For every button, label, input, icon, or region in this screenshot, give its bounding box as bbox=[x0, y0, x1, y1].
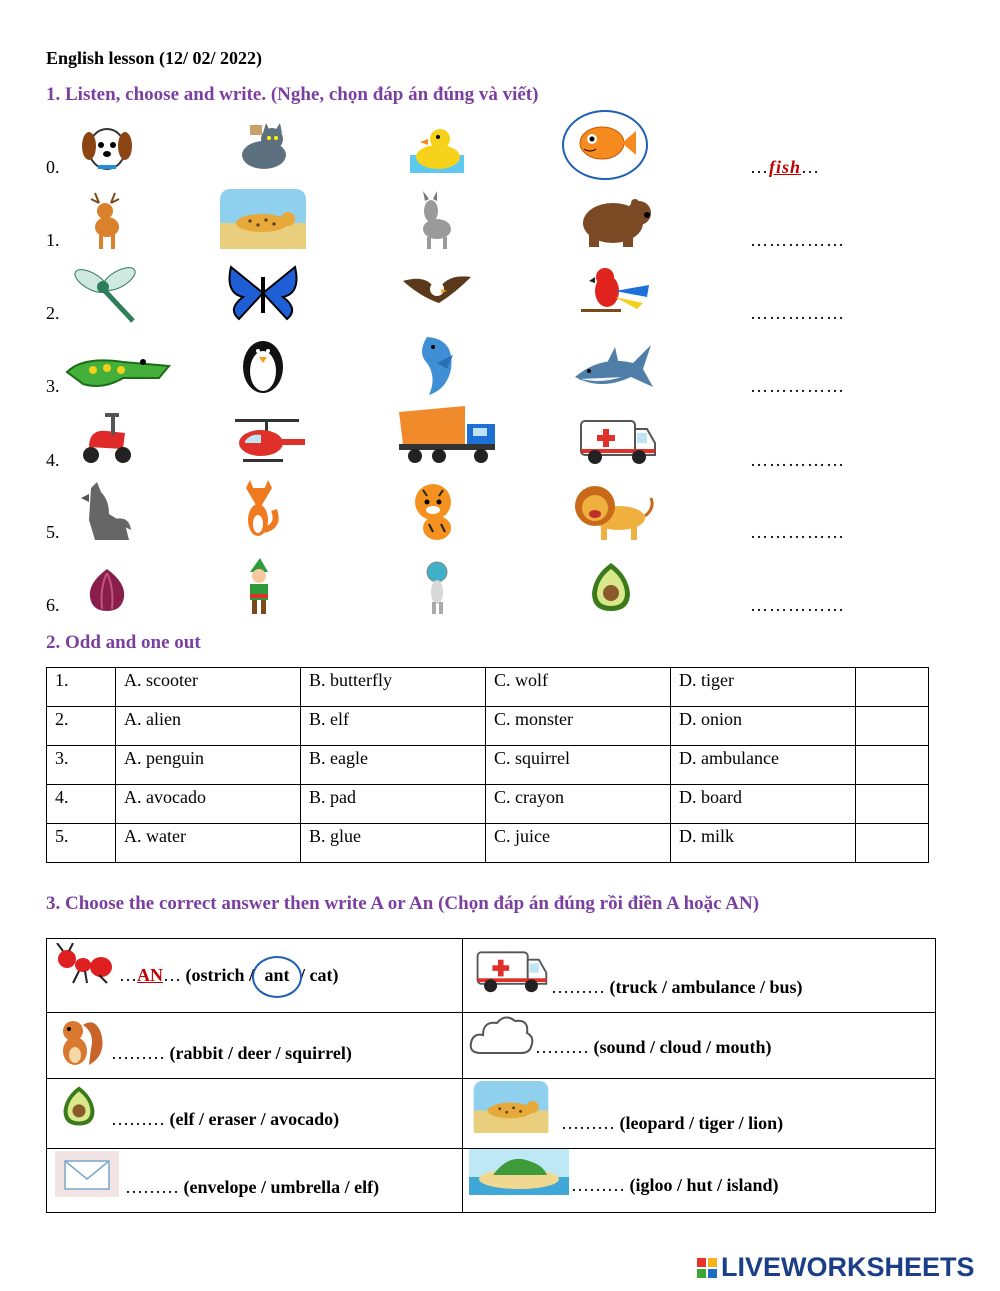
option-a[interactable]: A. water bbox=[116, 824, 301, 863]
answer-line[interactable] bbox=[571, 1175, 779, 1196]
penguin-icon bbox=[218, 334, 308, 396]
option-b[interactable]: B. pad bbox=[301, 785, 486, 824]
option-d[interactable]: D. ambulance bbox=[671, 746, 856, 785]
truck-icon bbox=[392, 404, 504, 466]
choices: (elf / eraser / avocado) bbox=[169, 1109, 340, 1129]
item-cell bbox=[463, 1149, 936, 1213]
answer-cell[interactable] bbox=[856, 707, 929, 746]
dolphin-icon bbox=[392, 334, 482, 396]
table-row bbox=[47, 1079, 936, 1149]
answer-line[interactable] bbox=[111, 1043, 352, 1064]
option-b[interactable]: B. butterfly bbox=[301, 668, 486, 707]
answer-dots[interactable]: …………… bbox=[750, 450, 845, 470]
row-number: 1. bbox=[47, 668, 116, 707]
donkey-icon bbox=[392, 190, 482, 252]
option-b[interactable]: B. eagle bbox=[301, 746, 486, 785]
option-b[interactable]: B. glue bbox=[301, 824, 486, 863]
choices: (igloo / hut / island) bbox=[629, 1175, 779, 1195]
table-row bbox=[47, 785, 929, 824]
logo-square bbox=[697, 1258, 706, 1267]
section3-heading: 3. Choose the correct answer then write A or An (Chọn đáp án đúng rồi điền A hoặc AN) bbox=[46, 893, 760, 914]
butterfly-icon bbox=[218, 262, 308, 324]
odd-one-out-table bbox=[46, 667, 929, 863]
option-a[interactable]: A. scooter bbox=[116, 668, 301, 707]
page-title: English lesson (12/ 02/ 2022) bbox=[46, 48, 263, 68]
section1-heading: 1. Listen, choose and write. (Nghe, chọn đáp án đúng và viết) bbox=[46, 84, 539, 105]
choices: (envelope / umbrella / elf) bbox=[183, 1177, 380, 1197]
table-row bbox=[47, 824, 929, 863]
row-number: 2. bbox=[46, 303, 60, 323]
option-c[interactable]: C. juice bbox=[486, 824, 671, 863]
option-a[interactable]: A. avocado bbox=[116, 785, 301, 824]
scooter-icon bbox=[62, 408, 152, 470]
choices: (sound / cloud / mouth) bbox=[593, 1037, 772, 1057]
option-a[interactable]: A. alien bbox=[116, 707, 301, 746]
leopard-icon bbox=[471, 1081, 551, 1138]
dragonfly-icon bbox=[62, 262, 152, 324]
answer-line[interactable] bbox=[111, 1109, 339, 1130]
eagle-icon bbox=[392, 262, 482, 324]
answer-dots: ……… bbox=[111, 1109, 165, 1129]
item-cell bbox=[463, 1013, 936, 1079]
ant-answer-line[interactable] bbox=[119, 965, 338, 986]
envelope-icon bbox=[55, 1151, 119, 1202]
dog-icon bbox=[62, 118, 152, 180]
option-c[interactable]: C. squirrel bbox=[486, 746, 671, 785]
answer-dots[interactable]: …………… bbox=[750, 376, 845, 396]
item-cell bbox=[47, 939, 463, 1013]
fish-icon bbox=[560, 112, 650, 174]
ambulance-icon bbox=[473, 943, 549, 1000]
logo-square bbox=[708, 1269, 717, 1278]
cloud-icon bbox=[469, 1013, 535, 1064]
bear-icon bbox=[568, 188, 658, 250]
leopard-icon bbox=[218, 188, 308, 250]
answer-dots[interactable]: …………… bbox=[750, 303, 845, 323]
answer-dots: ……… bbox=[535, 1037, 589, 1057]
duck-icon bbox=[392, 118, 482, 180]
table-row bbox=[47, 707, 929, 746]
parrot-icon bbox=[568, 262, 658, 324]
row-number: 3. bbox=[46, 376, 60, 396]
item-cell bbox=[463, 939, 936, 1013]
answer-cell[interactable] bbox=[856, 785, 929, 824]
item-cell bbox=[463, 1079, 936, 1149]
cat-icon bbox=[218, 116, 308, 178]
item-cell bbox=[47, 1149, 463, 1213]
answer-dots: ……… bbox=[125, 1177, 179, 1197]
option-a[interactable]: A. penguin bbox=[116, 746, 301, 785]
row-number: 2. bbox=[47, 707, 116, 746]
table-row bbox=[47, 1013, 936, 1079]
logo-square bbox=[697, 1269, 706, 1278]
choices: (rabbit / deer / squirrel) bbox=[169, 1043, 352, 1063]
answer-text: AN bbox=[137, 965, 163, 985]
option-c[interactable]: C. wolf bbox=[486, 668, 671, 707]
crocodile-icon bbox=[62, 338, 174, 400]
answer-dots: ……… bbox=[111, 1043, 165, 1063]
row-number: 4. bbox=[46, 450, 60, 470]
table-row bbox=[47, 939, 936, 1013]
answer-circle bbox=[252, 956, 302, 998]
table-row bbox=[47, 746, 929, 785]
row-number: 1. bbox=[46, 230, 60, 250]
liveworksheets-logo bbox=[697, 1252, 975, 1283]
fox-icon bbox=[214, 480, 304, 542]
answer-text: fish bbox=[769, 157, 802, 177]
answer-cell[interactable] bbox=[856, 668, 929, 707]
avocado-icon bbox=[566, 556, 656, 618]
answer-line[interactable] bbox=[561, 1113, 783, 1134]
choices: (leopard / tiger / lion) bbox=[619, 1113, 784, 1133]
wolf-icon bbox=[60, 480, 150, 542]
answer-dots[interactable]: …………… bbox=[750, 230, 845, 250]
dots-suffix: … bbox=[163, 965, 181, 985]
squirrel-icon bbox=[55, 1015, 105, 1072]
row-number: 5. bbox=[46, 522, 60, 542]
table-row bbox=[47, 668, 929, 707]
row-number: 3. bbox=[47, 746, 116, 785]
answer-line[interactable] bbox=[551, 977, 803, 998]
tiger-icon bbox=[392, 480, 482, 542]
option-c[interactable]: C. monster bbox=[486, 707, 671, 746]
answer-dots: ……… bbox=[561, 1113, 615, 1133]
ambulance-icon bbox=[572, 408, 662, 470]
option-d[interactable]: D. tiger bbox=[671, 668, 856, 707]
choice-open: (ostrich / bbox=[185, 965, 254, 985]
answer-cell[interactable] bbox=[856, 746, 929, 785]
item-cell bbox=[47, 1013, 463, 1079]
elf-icon bbox=[214, 556, 304, 618]
answer-dots[interactable]: …………… bbox=[750, 595, 845, 615]
row-number: 5. bbox=[47, 824, 116, 863]
option-d[interactable]: D. board bbox=[671, 785, 856, 824]
logo-square bbox=[708, 1258, 717, 1267]
answer-dots[interactable]: …………… bbox=[750, 522, 845, 542]
row-number: 4. bbox=[47, 785, 116, 824]
answer-line[interactable] bbox=[125, 1177, 379, 1198]
a-or-an-table bbox=[46, 938, 936, 1213]
section2-heading: 2. Odd and one out bbox=[46, 632, 201, 653]
answer-dots: ……… bbox=[571, 1175, 625, 1195]
circled-choice bbox=[258, 965, 295, 986]
ant-icon bbox=[55, 943, 115, 990]
option-d[interactable]: D. onion bbox=[671, 707, 856, 746]
helicopter-icon bbox=[222, 410, 312, 472]
shark-icon bbox=[568, 336, 658, 398]
option-c[interactable]: C. crayon bbox=[486, 785, 671, 824]
dots-prefix: … bbox=[119, 965, 137, 985]
answer-line[interactable] bbox=[750, 157, 820, 178]
alien-icon bbox=[392, 556, 482, 618]
answer-line[interactable] bbox=[535, 1037, 772, 1058]
answer-suffix: … bbox=[801, 157, 821, 177]
answer-prefix: … bbox=[750, 157, 769, 177]
circled-word: ant bbox=[264, 965, 290, 985]
choices: (truck / ambulance / bus) bbox=[609, 977, 803, 997]
island-icon bbox=[469, 1149, 569, 1200]
option-b[interactable]: B. elf bbox=[301, 707, 486, 746]
deer-icon bbox=[62, 190, 152, 252]
answer-cell[interactable] bbox=[856, 824, 929, 863]
row-number: 0. bbox=[46, 157, 60, 177]
choice-close: / cat) bbox=[300, 965, 339, 985]
lion-icon bbox=[568, 480, 658, 542]
avocado-icon bbox=[57, 1083, 101, 1134]
onion-icon bbox=[62, 558, 152, 620]
row-number: 6. bbox=[46, 595, 60, 615]
logo-mark-icon bbox=[697, 1258, 717, 1278]
answer-dots: ……… bbox=[551, 977, 605, 997]
logo-text: LIVEWORKSHEETS bbox=[721, 1252, 975, 1282]
item-cell bbox=[47, 1079, 463, 1149]
option-d[interactable]: D. milk bbox=[671, 824, 856, 863]
table-row bbox=[47, 1149, 936, 1213]
